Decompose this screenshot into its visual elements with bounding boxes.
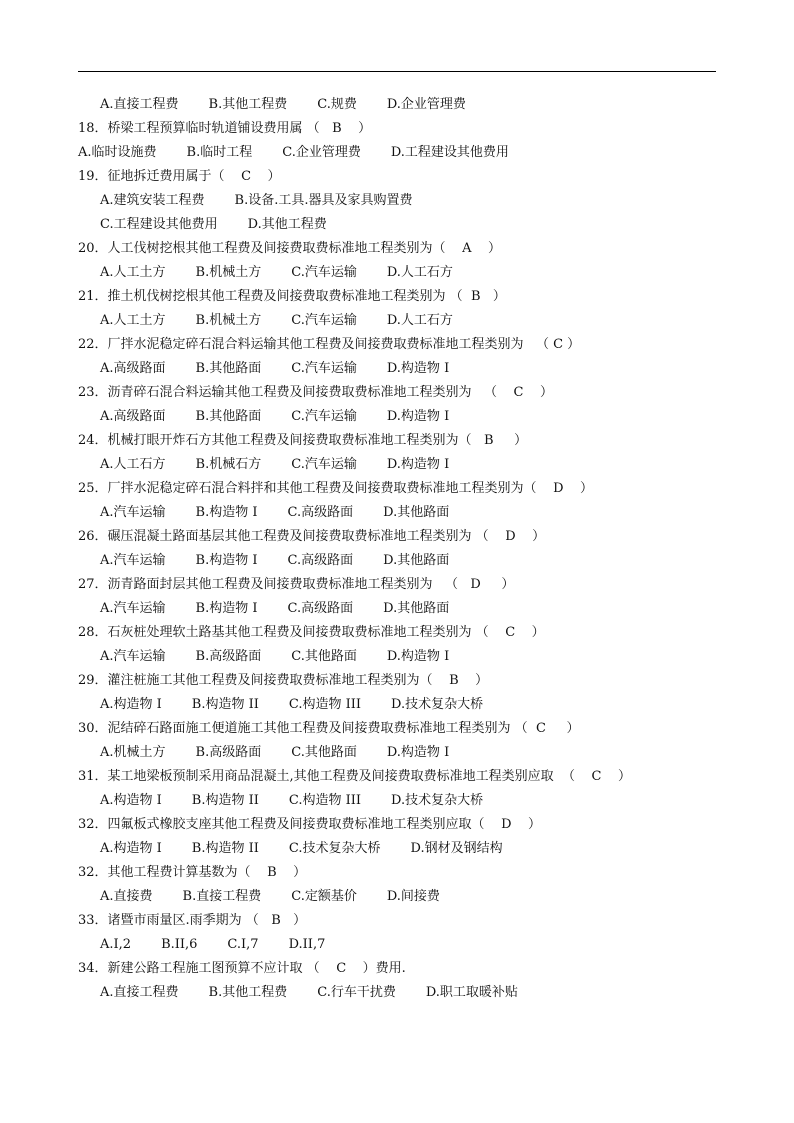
header-rule [78,71,716,72]
answer-option: B.机械土方 [195,313,262,328]
answer-option: A.汽车运输 [100,649,166,664]
answer-option: C.汽车运输 [291,313,357,328]
question-text: 28．石灰桩处理软土路基其他工程费及间接费取费标准地工程类别为 （ C ） [78,625,545,640]
answer-option: B.构造物 I [195,553,258,568]
answer-options [78,693,718,717]
answer-option: C.I,7 [227,937,259,952]
answer-options [78,189,718,213]
answer-option: D.职工取暖补贴 [425,985,518,1000]
answer-option: A.汽车运输 [100,553,166,568]
answer-option: C.汽车运输 [291,457,357,472]
question-text: 18．桥梁工程预算临时轨道铺设费用属 （ B ） [78,121,372,136]
answer-option: D.人工石方 [386,265,453,280]
answer-option: C.其他路面 [291,649,357,664]
answer-option: D.工程建设其他费用 [390,145,509,160]
answer-options [78,837,718,861]
question-text: 34．新建公路工程施工图预算不应计取 （ C ）费用. [78,961,406,976]
answer-option: A.构造物 I [100,841,162,856]
answer-option: B.构造物 I [195,601,258,616]
answer-options [78,357,718,381]
question-text: 29．灌注桩施工其他工程费及间接费取费标准地工程类别为（ B ） [78,673,489,688]
answer-option: B.构造物 II [191,697,259,712]
answer-option: B.II,6 [161,937,198,952]
answer-option: A.建筑安装工程费 [100,193,205,208]
answer-option: C.构造物 III [288,697,362,712]
answer-option: A.汽车运输 [100,601,166,616]
question-text: 30．泥结碎石路面施工便道施工其他工程费及间接费取费标准地工程类别为 （ C ） [78,721,580,736]
answer-option: C.定额基价 [291,889,357,904]
answer-option: D.其他工程费 [247,217,327,232]
answer-option: B.其他工程费 [208,985,288,1000]
answer-option: D.构造物 I [386,649,450,664]
answer-option: C.高级路面 [287,553,354,568]
answer-option: B.其他工程费 [208,97,288,112]
answer-options [78,933,718,957]
answer-option: C.其他路面 [291,745,357,760]
answer-option: A.机械土方 [100,745,166,760]
answer-option: A.人工石方 [100,457,166,472]
answer-option: C.汽车运输 [291,361,357,376]
answer-option: A.构造物 I [100,697,162,712]
answer-option: B.设备.工具.器具及家具购置费 [234,193,413,208]
answer-option: B.临时工程 [186,145,253,160]
answer-option: B.构造物 I [195,505,258,520]
answer-option: C.高级路面 [287,601,354,616]
answer-option: D.其他路面 [383,553,450,568]
question-text: 22．厂拌水泥稳定碎石混合料运输其他工程费及间接费取费标准地工程类别为 （ C ） [78,337,581,352]
answer-option: C.汽车运输 [291,265,357,280]
answer-options [78,645,718,669]
question-text: 27．沥青路面封层其他工程费及间接费取费标准地工程类别为 （ D ） [78,577,515,592]
answer-option: D.企业管理费 [386,97,466,112]
answer-options [78,405,718,429]
answer-options [78,597,718,621]
answer-options [78,981,718,1005]
answer-option: B.其他路面 [195,409,262,424]
answer-option: D.其他路面 [383,601,450,616]
answer-options [78,501,718,525]
answer-option: C.构造物 III [288,793,362,808]
answer-option: B.直接工程费 [182,889,262,904]
answer-option: C.规费 [317,97,357,112]
answer-option: D.技术复杂大桥 [391,793,484,808]
answer-option: A.人工土方 [100,313,166,328]
answer-option: C.工程建设其他费用 [100,217,218,232]
answer-options [78,213,718,237]
answer-option: B.构造物 II [191,793,259,808]
answer-options [78,741,718,765]
answer-option: B.机械土方 [195,265,262,280]
question-text: 26．碾压混凝土路面基层其他工程费及间接费取费标准地工程类别为 （ D ） [78,529,546,544]
answer-options [78,141,718,165]
answer-option: D.构造物 I [386,745,450,760]
answer-option: A.人工土方 [100,265,166,280]
question-text: 32．四氟板式橡胶支座其他工程费及间接费取费标准地工程类别应取（ D ） [78,817,542,832]
answer-option: C.行车干扰费 [317,985,396,1000]
answer-options [78,261,718,285]
answer-option: A.高级路面 [100,409,166,424]
answer-option: B.高级路面 [195,745,262,760]
answer-option: D.II,7 [288,937,326,952]
answer-option: D.间接费 [386,889,440,904]
answer-options [78,789,718,813]
answer-option: B.机械石方 [195,457,262,472]
answer-options [78,93,718,117]
question-text: 24．机械打眼开炸石方其他工程费及间接费取费标准地工程类别为（ B ） [78,433,528,448]
answer-option: D.构造物 I [386,409,450,424]
question-text: 25．厂拌水泥稳定碎石混合料拌和其他工程费及间接费取费标准地工程类别为（ D ） [78,481,594,496]
question-text: 23．沥青碎石混合料运输其他工程费及间接费取费标准地工程类别为 （ C ） [78,385,553,400]
question-text: 32．其他工程费计算基数为（ B ） [78,865,307,880]
answer-option: C.高级路面 [287,505,354,520]
answer-option: D.构造物 I [386,361,450,376]
answer-option: A.构造物 I [100,793,162,808]
answer-options [78,549,718,573]
answer-option: D.构造物 I [386,457,450,472]
answer-options [78,453,718,477]
question-text: 21．推土机伐树挖根其他工程费及间接费取费标准地工程类别为 （ B ） [78,289,506,304]
question-text: 20．人工伐树挖根其他工程费及间接费取费标准地工程类别为（ A ） [78,241,501,256]
answer-option: A.临时设施费 [78,145,157,160]
answer-options [78,309,718,333]
answer-option: C.技术复杂大桥 [288,841,381,856]
answer-option: A.高级路面 [100,361,166,376]
exam-content [78,93,718,1005]
answer-option: A.I,2 [100,937,132,952]
answer-option: C.汽车运输 [291,409,357,424]
question-text: 19．征地拆迁费用属于（ C ） [78,169,281,184]
answer-option: A.直接费 [100,889,153,904]
question-text: 31．某工地梁板预制采用商品混凝土,其他工程费及间接费取费标准地工程类别应取 （ C ） [78,769,631,784]
answer-option: D.其他路面 [383,505,450,520]
answer-option: D.技术复杂大桥 [391,697,484,712]
answer-option: A.汽车运输 [100,505,166,520]
answer-option: B.高级路面 [195,649,262,664]
answer-option: A.直接工程费 [100,985,179,1000]
answer-options [78,885,718,909]
answer-option: B.其他路面 [195,361,262,376]
answer-option: B.构造物 II [191,841,259,856]
question-text: 33．诸暨市雨量区.雨季期为 （ B ） [78,913,307,928]
answer-option: C.企业管理费 [282,145,361,160]
answer-option: D.钢材及钢结构 [410,841,503,856]
answer-option: D.人工石方 [386,313,453,328]
answer-option: A.直接工程费 [100,97,179,112]
